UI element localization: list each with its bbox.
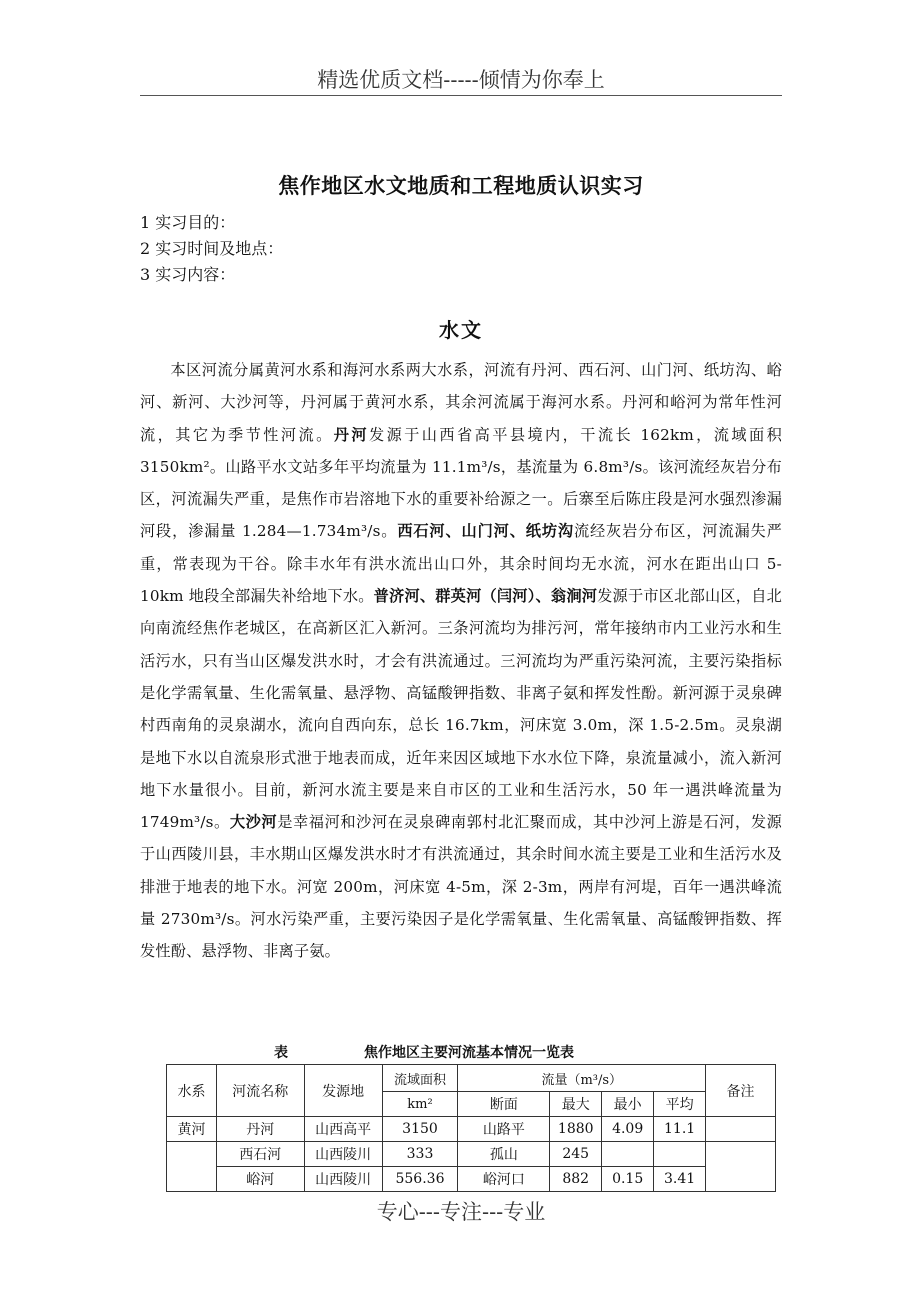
cell-min <box>602 1142 654 1167</box>
cell-source: 山西陵川 <box>304 1142 382 1167</box>
header-river: 河流名称 <box>216 1065 304 1117</box>
table-caption-title: 焦作地区主要河流基本情况一览表 <box>364 1045 574 1061</box>
page-footer: 专心---专注---专业 <box>376 1200 546 1224</box>
header-system: 水系 <box>167 1065 217 1117</box>
cell-min: 4.09 <box>602 1117 654 1142</box>
cell-avg: 11.1 <box>654 1117 706 1142</box>
river-name-bold: 普济河、群英河（闫河）、翁涧河 <box>373 587 598 606</box>
cell-min: 0.15 <box>602 1167 654 1192</box>
cell-section: 峪河口 <box>458 1167 550 1192</box>
outline-item: 2 实习时间及地点： <box>140 239 284 258</box>
paragraph-text: 发源于市区北部山区，自北向南流经焦作老城区，在高新区汇入新河。三条河流均为排污河，常年接纳市内工业污水和生活污水，只有当山区爆发洪水时，才会有洪流通过。三河流均为严重污染河流，主要污染指标是化学需氧量、生化需氧量、悬浮物、高锰酸钾指数、非离子氨和挥发性酚。新河源于灵泉碑村西南角的灵泉湖水，流向自西向东，总长 16.7km，河床宽 3.0m，深 1.5-2.5m。灵泉湖是地下水以自流泉形式泄于地表而成，近年来因区域地下水水位下降，泉流量减小，流入新河地下水量很小。目前，新河水流主要是来自市区的工业和生活污水，50 年一遇洪峰流量为 1749m³/s。 <box>140 587 782 832</box>
paragraph-text: 本区河流分属黄河水系和海河水系两大水系，河流有丹河、西石河、山门河、纸坊沟、峪河、新河、大沙河等，丹河属于黄河水系，其余河流属于海河水系。丹河和峪河为常年性河流，其它为季节性河流。 <box>140 361 782 444</box>
table-caption-prefix: 表 <box>274 1045 288 1061</box>
cell-area: 333 <box>382 1142 458 1167</box>
river-table <box>166 1064 776 1192</box>
header-note: 备注 <box>706 1065 776 1117</box>
header-flow: 流量（m³/s） <box>458 1065 706 1092</box>
river-name-bold: 大沙河 <box>229 813 278 832</box>
outline-list <box>140 210 782 288</box>
header-min: 最小 <box>602 1092 654 1117</box>
table-caption <box>166 1042 776 1064</box>
cell-system <box>167 1142 217 1192</box>
header-source: 发源地 <box>304 1065 382 1117</box>
outline-item: 1 实习目的： <box>140 213 236 232</box>
document-title: 焦作地区水文地质和工程地质认识实习 <box>278 173 644 198</box>
body-paragraph <box>140 354 782 968</box>
section-title: 水文 <box>439 318 483 342</box>
river-name-bold: 西石河、山门河、纸坊沟 <box>397 522 574 541</box>
paragraph-text: 发源于山西省高平县境内，干流长 162km，流域面积 3150km²。山路平水文站多年平均流量为 11.1m³/s，基流量为 6.8m³/s。该河流经灰岩分布区，河流漏失严重，是焦作市岩溶地下水的重要补给源之一。后寨至后陈庄段是河水强烈渗漏河段，渗漏量 1.284—1.734m³/s。 <box>140 425 783 541</box>
header-area: 流域面积 <box>382 1065 458 1092</box>
cell-section: 孤山 <box>458 1142 550 1167</box>
header-rule <box>140 95 782 96</box>
paragraph-text: 是幸福河和沙河在灵泉碑南郭村北汇聚而成，其中沙河上游是石河，发源于山西陵川县，丰水期山区爆发洪水时才有洪流通过，其余时间水流主要是工业和生活污水及排泄于地表的地下水。河宽 200m，河床宽 4-5m，深 2-3m，两岸有河堤，百年一遇洪峰流量 2730m³/s。河水污染严重，主要污染因子是化学需氧量、生化需氧量、高锰酸钾指数、挥发性酚、悬浮物、非离子氨。 <box>140 813 782 961</box>
cell-avg <box>654 1142 706 1167</box>
cell-max: 1880 <box>550 1117 602 1142</box>
cell-river: 丹河 <box>216 1117 304 1142</box>
cell-source: 山西陵川 <box>304 1167 382 1192</box>
cell-max: 245 <box>550 1142 602 1167</box>
paragraph-text: 流经灰岩分布区，河流漏失严重，常表现为干谷。除丰水年有洪水流出山口外，其余时间均无水流，河水在距出山口 5-10km 地段全部漏失补给地下水。 <box>140 522 782 606</box>
cell-section: 山路平 <box>458 1117 550 1142</box>
cell-avg: 3.41 <box>654 1167 706 1192</box>
river-name-bold: 丹河 <box>333 425 369 444</box>
cell-river: 峪河 <box>216 1167 304 1192</box>
page-header: 精选优质文档-----倾情为你奉上 <box>317 68 605 92</box>
table-row <box>167 1142 776 1167</box>
header-area-unit: km² <box>382 1092 458 1117</box>
cell-note <box>706 1142 776 1192</box>
table-row <box>167 1167 776 1192</box>
cell-system: 黄河 <box>167 1117 217 1142</box>
cell-max: 882 <box>550 1167 602 1192</box>
cell-note <box>706 1117 776 1142</box>
table-row <box>167 1117 776 1142</box>
cell-area: 3150 <box>382 1117 458 1142</box>
cell-river: 西石河 <box>216 1142 304 1167</box>
outline-item: 3 实习内容： <box>140 265 236 284</box>
header-section: 断面 <box>458 1092 550 1117</box>
cell-source: 山西高平 <box>304 1117 382 1142</box>
cell-area: 556.36 <box>382 1167 458 1192</box>
header-max: 最大 <box>550 1092 602 1117</box>
header-avg: 平均 <box>654 1092 706 1117</box>
